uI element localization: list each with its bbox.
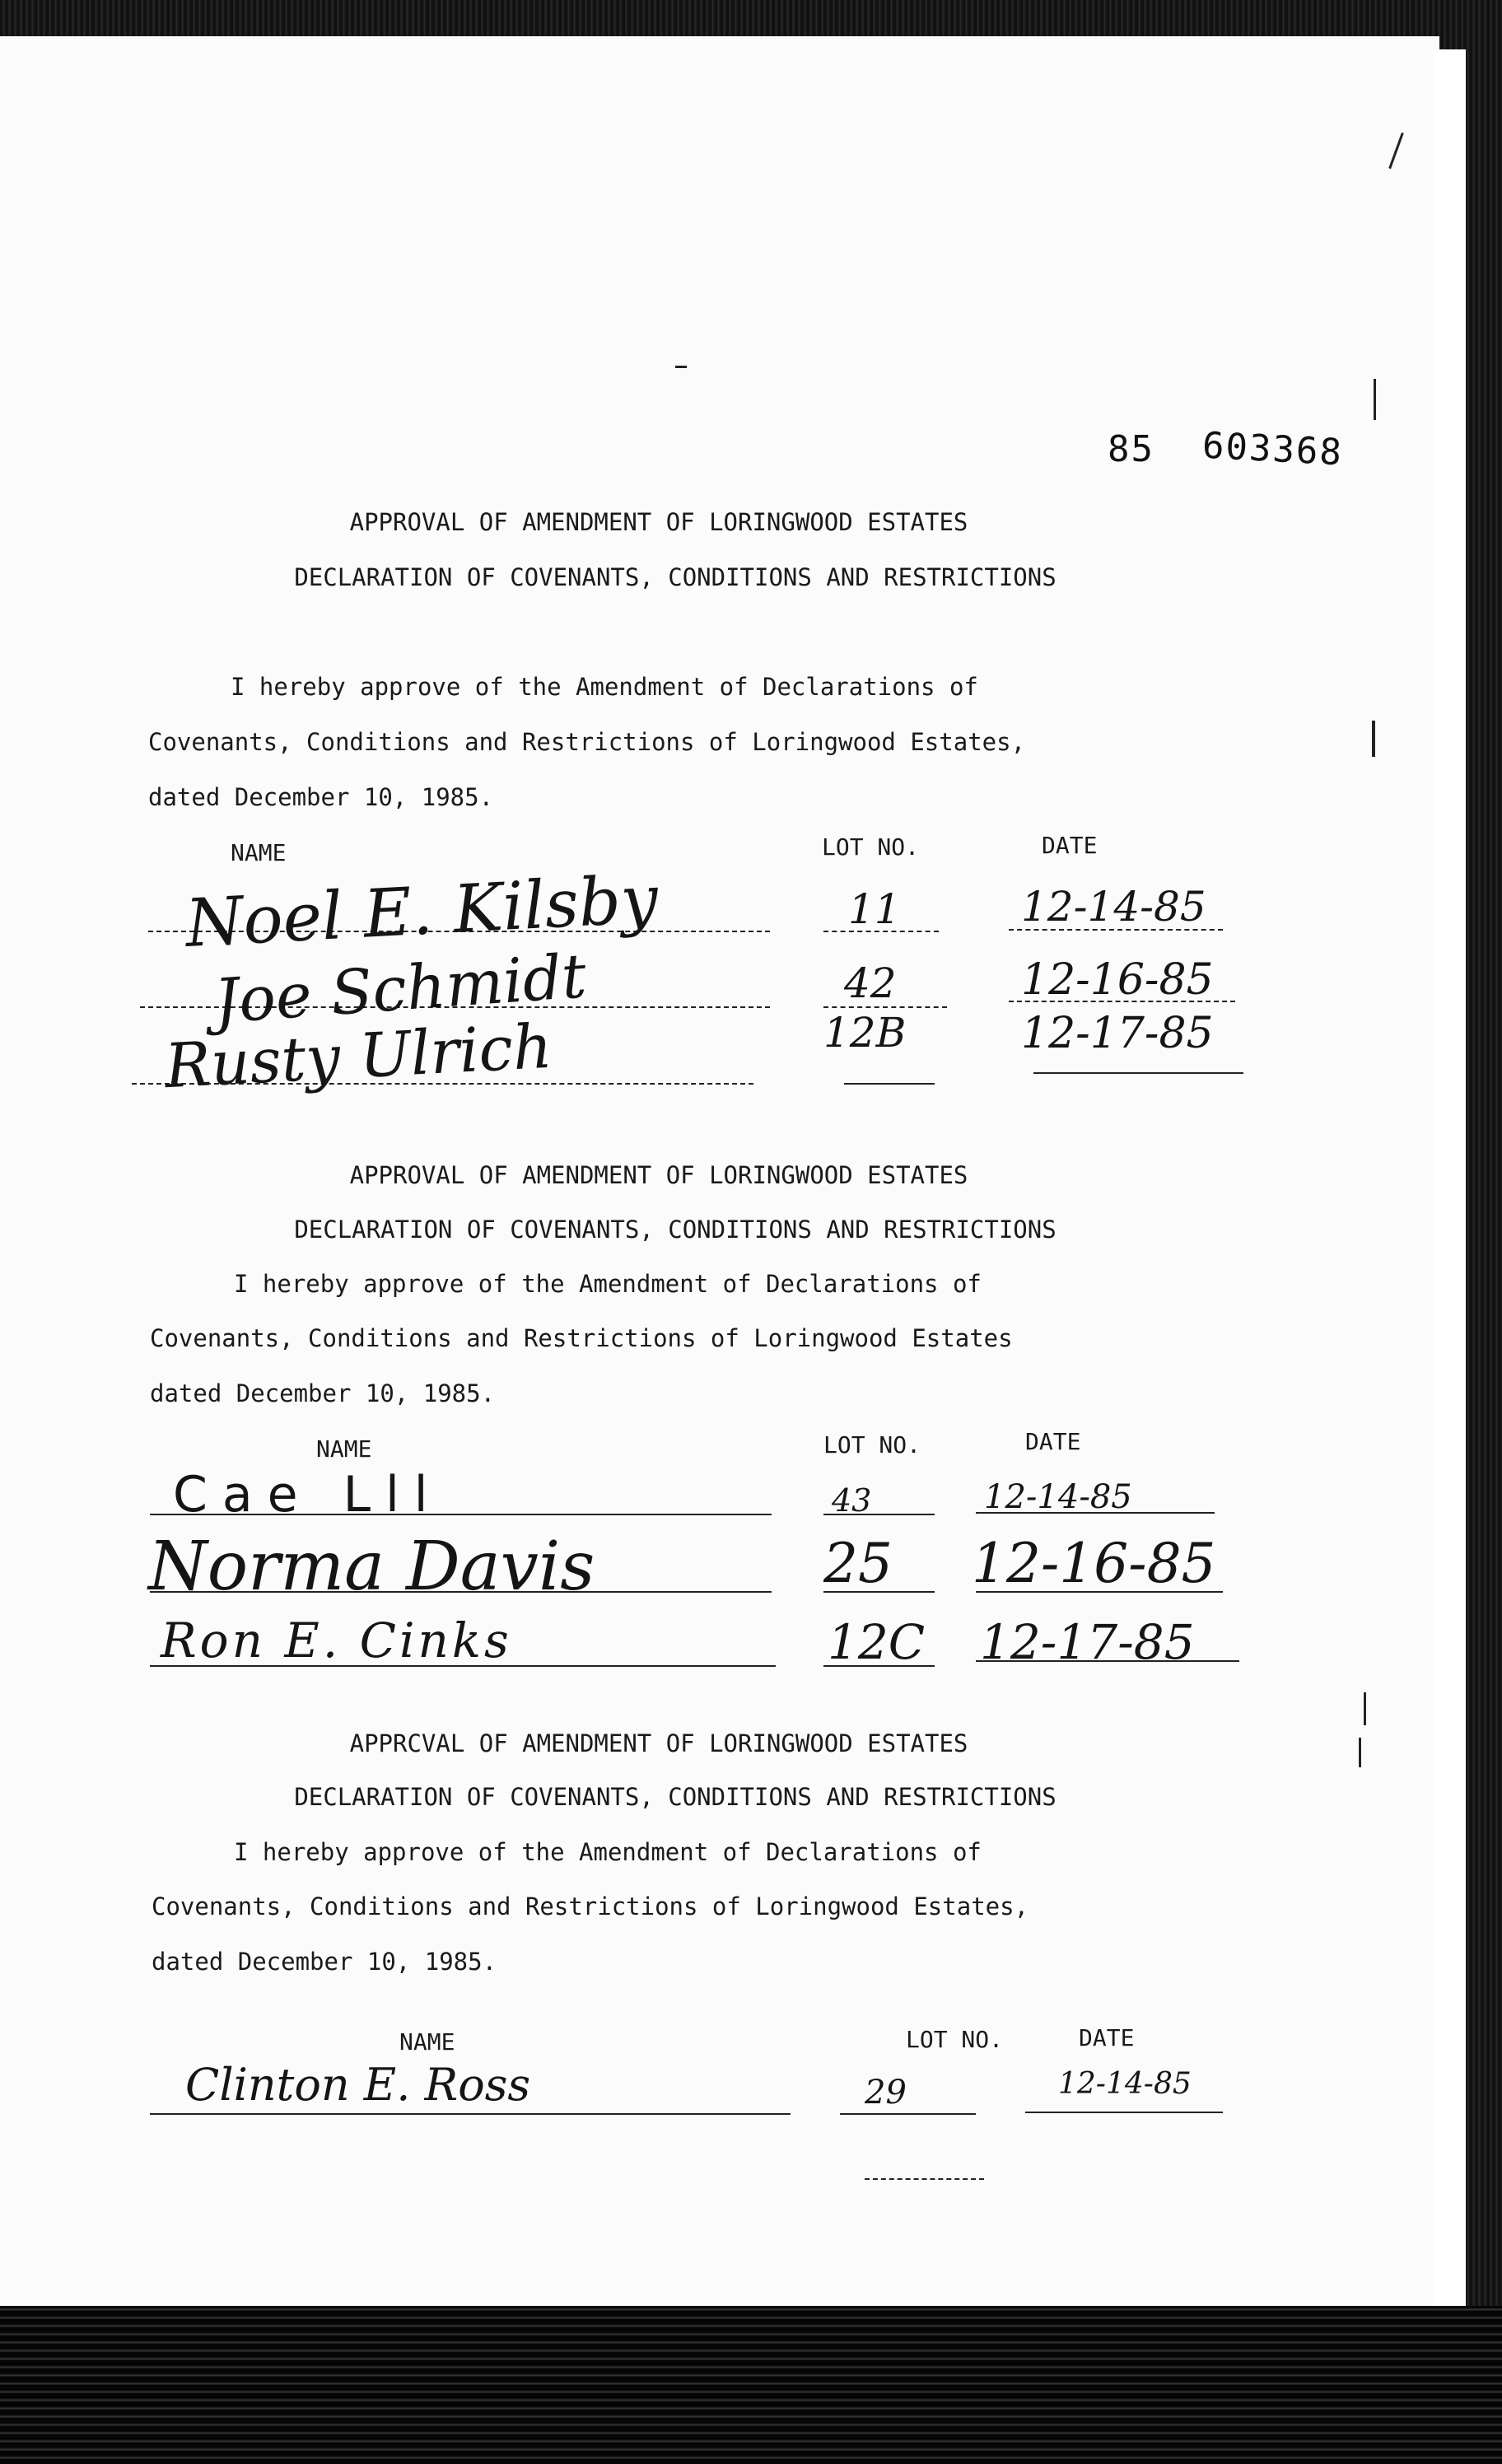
lot-line	[844, 1083, 935, 1085]
signed-date: 12-14-85	[1021, 883, 1206, 931]
section-3-title-line2: DECLARATION OF COVENANTS, CONDITIONS AND RESTRICTIONS	[294, 1783, 1057, 1811]
blank-line	[865, 2178, 984, 2180]
section-1-body-line3: dated December 10, 1985.	[148, 783, 494, 811]
document-number-part1: 85	[1108, 428, 1154, 470]
document-number-part2: 603368	[1201, 424, 1345, 474]
section-3-body-line1: I hereby approve of the Amendment of Declarations of	[234, 1838, 982, 1866]
date-line	[1025, 2112, 1223, 2113]
section-3-date-header: DATE	[1079, 2024, 1135, 2051]
signature: Noel E. Kilsby	[183, 861, 660, 962]
document-page	[0, 36, 1439, 2342]
section-1-lot-header: LOT NO.	[822, 833, 920, 861]
section-3-title-line1: APPRCVAL OF AMENDMENT OF LORINGWOOD ESTATES	[349, 1729, 968, 1757]
signed-date: 12-16-85	[1021, 955, 1214, 1005]
signature: Norma Davis	[148, 1528, 595, 1606]
section-1-title-line1: APPROVAL OF AMENDMENT OF LORINGWOOD ESTATES	[349, 508, 968, 536]
signature-line	[150, 2113, 791, 2115]
signed-date: 12-14-85	[984, 1478, 1132, 1516]
lot-line	[840, 2113, 976, 2115]
section-1-name-header: NAME	[231, 839, 287, 866]
signature: Rusty Ulrich	[163, 1010, 554, 1103]
document-number	[1108, 424, 1345, 474]
section-2-date-header: DATE	[1025, 1428, 1081, 1455]
lot-number: 42	[844, 959, 897, 1007]
section-2-body-line3: dated December 10, 1985.	[150, 1379, 496, 1407]
signed-date: 12-17-85	[980, 1614, 1195, 1670]
section-3-name-header: NAME	[399, 2028, 455, 2056]
signed-date: 12-16-85	[972, 1532, 1216, 1595]
section-3-body-line2: Covenants, Conditions and Restrictions of Loringwood Estates,	[152, 1892, 1029, 1920]
section-2-body-line2: Covenants, Conditions and Restrictions of Loringwood Estates	[150, 1324, 1013, 1352]
lot-number: 25	[823, 1532, 893, 1595]
section-3-lot-header: LOT NO.	[906, 2026, 1004, 2053]
page-edge	[1433, 49, 1466, 2322]
date-line	[1033, 1072, 1243, 1074]
section-1-body-line2: Covenants, Conditions and Restrictions of Loringwood Estates,	[148, 728, 1026, 756]
signed-date: 12-17-85	[1021, 1009, 1214, 1058]
signature: Clinton E. Ross	[185, 2059, 531, 2111]
section-2-title-line1: APPROVAL OF AMENDMENT OF LORINGWOOD ESTATES	[349, 1161, 968, 1189]
scan-noise-bottom	[0, 2306, 1502, 2464]
lot-number: 43	[832, 1482, 872, 1519]
signature: Ron E. Cinks	[161, 1612, 512, 1668]
lot-number: 12C	[828, 1614, 926, 1670]
signature: Joe Schmidt	[212, 940, 589, 1038]
lot-number: 11	[848, 885, 901, 933]
section-1-date-header: DATE	[1042, 832, 1098, 859]
section-2-title-line2: DECLARATION OF COVENANTS, CONDITIONS AND RESTRICTIONS	[294, 1216, 1057, 1244]
lot-number: 12B	[823, 1009, 907, 1057]
section-1-title-line2: DECLARATION OF COVENANTS, CONDITIONS AND RESTRICTIONS	[294, 563, 1057, 591]
signed-date: 12-14-85	[1058, 2067, 1192, 2101]
section-2-body-line1: I hereby approve of the Amendment of Declarations of	[234, 1270, 982, 1298]
section-2-lot-header: LOT NO.	[823, 1431, 921, 1458]
scan-mark	[1364, 1692, 1366, 1725]
section-1-body-line1: I hereby approve of the Amendment of Declarations of	[231, 673, 978, 701]
scan-mark	[675, 366, 687, 368]
signature: Cae Lll	[173, 1466, 443, 1524]
section-3-body-line3: dated December 10, 1985.	[152, 1948, 497, 1976]
scan-mark	[1359, 1738, 1361, 1767]
section-2-name-header: NAME	[316, 1435, 372, 1463]
scan-mark	[1372, 721, 1375, 757]
scan-mark	[1374, 379, 1376, 420]
lot-number: 29	[865, 2074, 907, 2112]
